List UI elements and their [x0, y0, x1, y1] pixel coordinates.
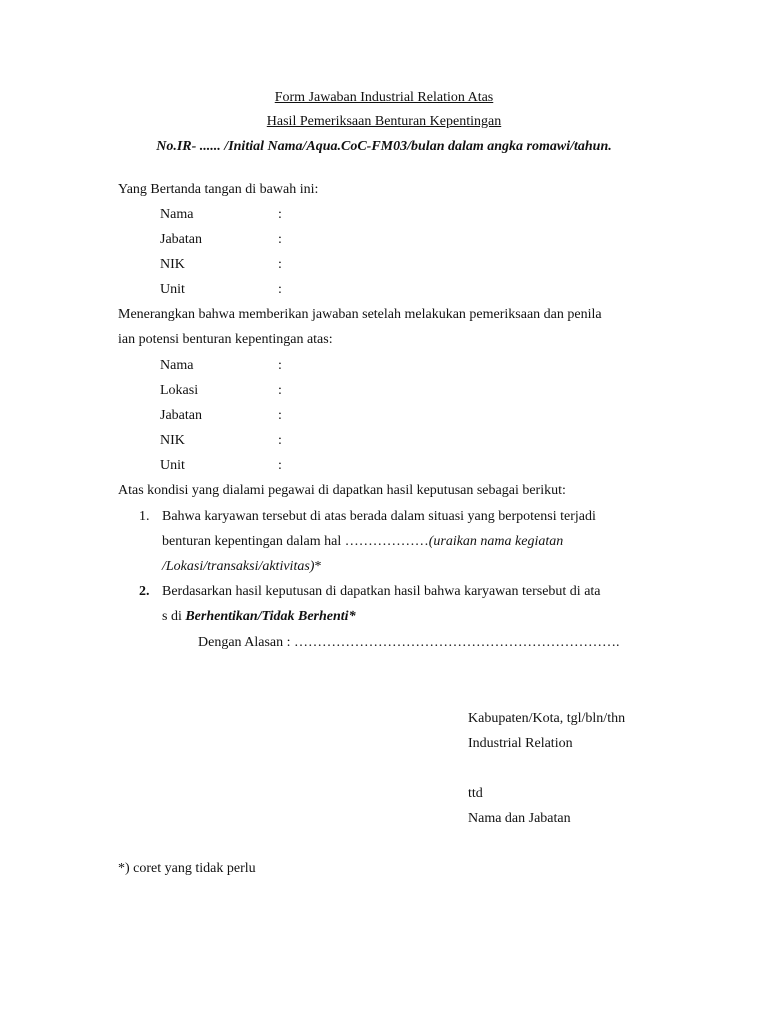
signature-name-title: Nama dan Jabatan [468, 811, 571, 826]
item1-line2 [162, 533, 563, 551]
signer-label-jabatan: Jabatan [160, 232, 202, 247]
signer-colon: : [278, 207, 282, 222]
item1-line3-asterisk: * [314, 559, 322, 574]
signature-department: Industrial Relation [468, 736, 573, 751]
footnote: *) coret yang tidak perlu [118, 861, 256, 876]
item2-line2-text: s di [162, 609, 186, 624]
subject-label-unit: Unit [160, 458, 185, 473]
signer-label-unit: Unit [160, 282, 185, 297]
list-number-2: 2. [139, 584, 150, 599]
subject-label-nik: NIK [160, 433, 185, 448]
signer-colon: : [278, 282, 282, 297]
subject-label-lokasi: Lokasi [160, 383, 199, 398]
item2-line1: Berdasarkan hasil keputusan di dapatkan hasil bahwa karyawan tersebut di ata [162, 584, 601, 599]
signer-label-nik: NIK [160, 257, 185, 272]
subject-colon: : [278, 433, 282, 448]
subject-colon: : [278, 358, 282, 373]
form-title-line1: Form Jawaban Industrial Relation Atas [274, 90, 494, 105]
subject-colon: : [278, 383, 282, 398]
signature-ttd: ttd [468, 786, 483, 801]
item1-line3 [162, 558, 321, 576]
item1-line2-italic: (uraikan nama kegiatan [428, 534, 564, 549]
subject-label-nama: Nama [160, 358, 194, 373]
item1-line1: Bahwa karyawan tersebut di atas berada dalam situasi yang berpotensi terjadi [162, 509, 596, 524]
signature-place-date: Kabupaten/Kota, tgl/bln/thn [468, 711, 626, 726]
form-number-line: No.IR- ...... /Initial Nama/Aqua.CoC-FM03/bulan dalam angka romawi/tahun. [156, 139, 612, 154]
item2-decision: Berhentikan/Tidak Berhenti* [185, 609, 356, 624]
signer-colon: : [278, 257, 282, 272]
item2-line2 [162, 608, 356, 626]
subject-intro-line2: ian potensi benturan kepentingan atas: [118, 332, 333, 347]
result-intro: Atas kondisi yang dialami pegawai di dapatkan hasil keputusan sebagai berikut: [118, 483, 566, 498]
subject-colon: : [278, 408, 282, 423]
list-number-1: 1. [139, 509, 150, 524]
subject-colon: : [278, 458, 282, 473]
signer-label-nama: Nama [160, 207, 194, 222]
subject-intro-line1: Menerangkan bahwa memberikan jawaban setelah melakukan pemeriksaan dan penila [118, 307, 602, 322]
signer-colon: : [278, 232, 282, 247]
item1-line2-text: benturan kepentingan dalam hal ……………… [162, 534, 429, 549]
form-title-line2: Hasil Pemeriksaan Benturan Kepentingan [266, 114, 502, 129]
signer-intro: Yang Bertanda tangan di bawah ini: [118, 182, 319, 197]
reason-line: Dengan Alasan : ……………………………………………………………. [198, 635, 620, 650]
subject-label-jabatan: Jabatan [160, 408, 202, 423]
item1-line3-italic: /Lokasi/transaksi/aktivitas) [162, 559, 315, 574]
